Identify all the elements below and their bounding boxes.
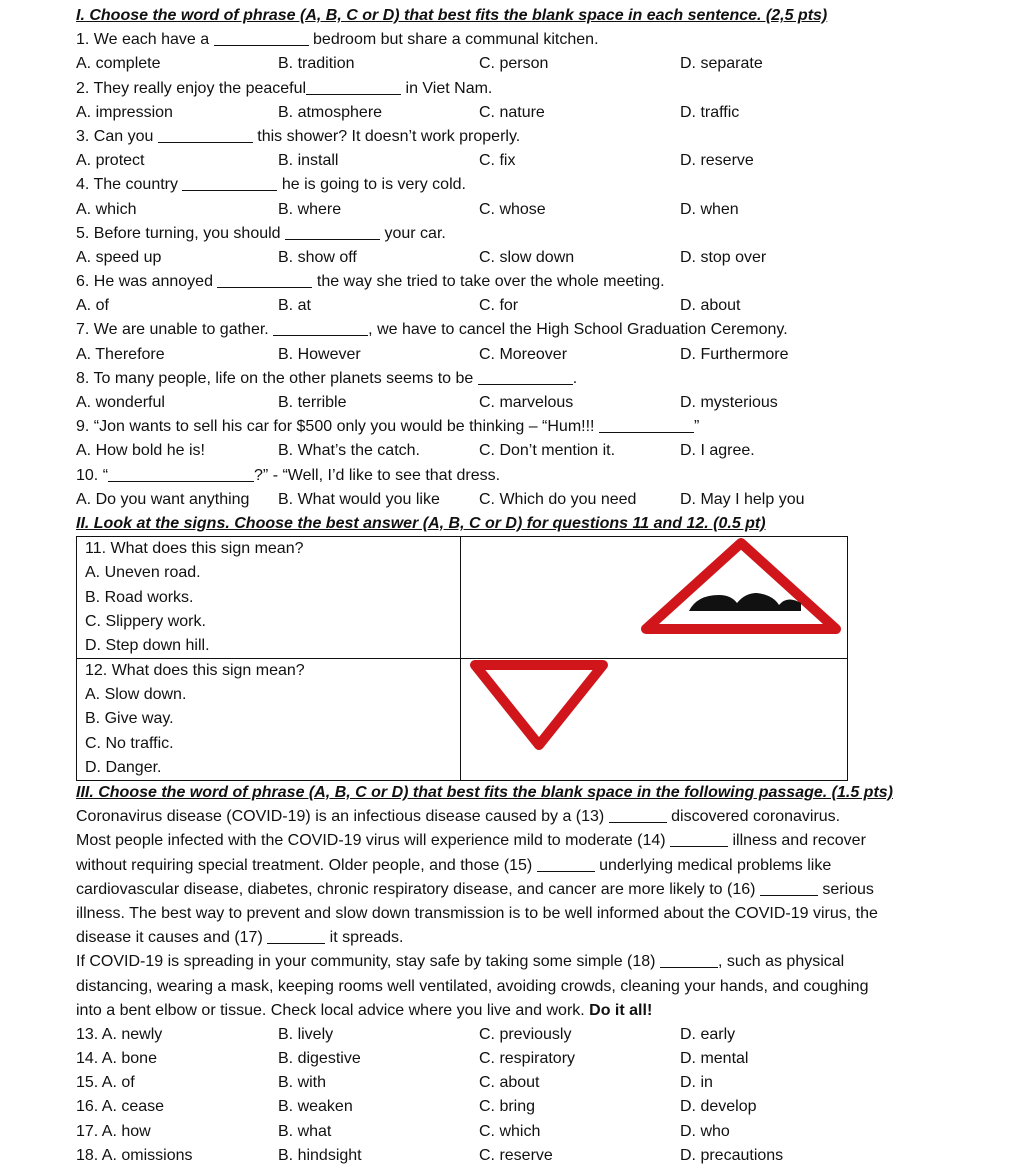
answer-blank bbox=[217, 271, 312, 288]
question-text: 9. “Jon wants to sell his car for $500 only you would be thinking – “Hum!!! bbox=[76, 418, 599, 436]
option-b: B. weaken bbox=[278, 1098, 353, 1116]
option-c: C. reserve bbox=[479, 1146, 553, 1164]
option-b: B. terrible bbox=[278, 394, 347, 411]
passage-line-3 bbox=[76, 854, 956, 878]
question-2 bbox=[76, 77, 956, 101]
answer-row-15 bbox=[76, 1071, 956, 1095]
question-12-cell bbox=[77, 659, 461, 781]
passage-text: , such as physical bbox=[717, 953, 845, 971]
option-d: D. stop over bbox=[680, 248, 767, 266]
question-11-option-a: A. Uneven road. bbox=[85, 564, 201, 582]
question-4-options bbox=[76, 198, 956, 222]
option-b: B. with bbox=[278, 1074, 327, 1092]
blank-13 bbox=[609, 806, 667, 823]
answer-row-18 bbox=[76, 1144, 956, 1168]
question-7 bbox=[76, 318, 956, 342]
option-a: A. of bbox=[76, 297, 109, 315]
option-a: A. speed up bbox=[76, 248, 162, 266]
question-text: he is going to is very cold. bbox=[277, 176, 466, 194]
question-12: 12. What does this sign mean? bbox=[85, 662, 305, 680]
answer-row-17 bbox=[76, 1120, 956, 1144]
option-d: D. mental bbox=[680, 1050, 749, 1068]
question-10-options bbox=[76, 488, 956, 512]
passage-line-6 bbox=[76, 926, 956, 950]
option-c: C. nature bbox=[479, 103, 545, 121]
question-11-cell bbox=[77, 537, 461, 659]
question-text: . bbox=[572, 369, 578, 387]
question-1 bbox=[76, 28, 956, 52]
option-c: C. respiratory bbox=[479, 1050, 576, 1068]
question-5 bbox=[76, 222, 956, 246]
question-text: 4. The country bbox=[76, 176, 183, 194]
question-text: your car. bbox=[380, 224, 446, 242]
option-b: B. What’s the catch. bbox=[278, 442, 420, 460]
passage-text: serious bbox=[817, 880, 874, 898]
answer-blank bbox=[214, 29, 309, 46]
part3-answers bbox=[76, 1023, 956, 1168]
option-b: B. What would you like bbox=[278, 490, 440, 508]
passage-text: discovered coronavirus. bbox=[666, 808, 841, 826]
option-d: D. develop bbox=[680, 1098, 757, 1116]
option-c: C. Don’t mention it. bbox=[479, 442, 616, 460]
question-11: 11. What does this sign mean? bbox=[85, 540, 304, 558]
option-a: A. protect bbox=[76, 152, 145, 170]
blank-17 bbox=[267, 927, 325, 944]
option-b: B. atmosphere bbox=[278, 103, 383, 121]
option-a: A. complete bbox=[76, 55, 161, 73]
passage-text: illness and recover bbox=[728, 832, 866, 850]
question-11-option-b: B. Road works. bbox=[85, 588, 194, 606]
option-b: B. where bbox=[278, 200, 342, 218]
question-text: 5. Before turning, you should bbox=[76, 224, 286, 242]
give-way-sign-icon bbox=[461, 659, 845, 779]
answer-blank bbox=[108, 465, 254, 482]
question-12-option-a: A. Slow down. bbox=[85, 686, 187, 704]
part1-heading: I. Choose the word of phrase (A, B, C or D) that best fits the blank space in each sentence. (2,5 pts) bbox=[76, 7, 828, 24]
option-b: B. hindsight bbox=[278, 1146, 362, 1164]
uneven-road-sign-icon bbox=[461, 537, 845, 657]
answer-blank bbox=[599, 416, 694, 433]
option-c: C. Which do you need bbox=[479, 490, 637, 508]
option-c: C. slow down bbox=[479, 248, 575, 266]
question-6-options bbox=[76, 294, 956, 318]
question-11-option-d: D. Step down hill. bbox=[85, 636, 210, 654]
question-text: this shower? It doesn’t work properly. bbox=[252, 127, 521, 145]
question-3 bbox=[76, 125, 956, 149]
question-10 bbox=[76, 464, 956, 488]
answer-row-16 bbox=[76, 1095, 956, 1119]
question-text: 2. They really enjoy the peaceful bbox=[76, 79, 307, 97]
question-text: 10. “ bbox=[76, 466, 109, 484]
option-d: D. May I help you bbox=[680, 490, 805, 508]
passage-text: into a bent elbow or tissue. Check local advice where you live and work. bbox=[76, 1001, 590, 1019]
question-4 bbox=[76, 173, 956, 197]
passage-emphasis: Do it all! bbox=[589, 1001, 653, 1019]
question-text: 3. Can you bbox=[76, 127, 158, 145]
answer-blank bbox=[285, 223, 380, 240]
passage-line-7 bbox=[76, 950, 956, 974]
question-text: ?” - “Well, I’d like to see that dress. bbox=[254, 466, 501, 484]
question-text: 8. To many people, life on the other planets seems to be bbox=[76, 369, 478, 387]
blank-18 bbox=[660, 951, 718, 968]
question-12-option-d: D. Danger. bbox=[85, 758, 162, 776]
option-d: D. when bbox=[680, 200, 739, 218]
option-d: D. separate bbox=[680, 55, 763, 73]
option-d: D. Furthermore bbox=[680, 345, 789, 363]
option-d: D. traffic bbox=[680, 103, 740, 121]
passage-text: cardiovascular disease, diabetes, chronic respiratory disease, and cancer are more likely to (16) bbox=[76, 880, 760, 898]
question-5-options bbox=[76, 246, 956, 270]
option-a: A. Therefore bbox=[76, 345, 165, 363]
option-b: B. what bbox=[278, 1122, 332, 1140]
passage-line-2 bbox=[76, 829, 956, 853]
question-11-option-c: C. Slippery work. bbox=[85, 612, 206, 630]
part2-heading: II. Look at the signs. Choose the best answer (A, B, C or D) for questions 11 and 12. (0.5 pt) bbox=[76, 514, 766, 532]
option-c: C. fix bbox=[479, 152, 516, 170]
option-b: B. show off bbox=[278, 248, 357, 266]
passage-line-1 bbox=[76, 805, 956, 829]
answer-blank bbox=[158, 126, 253, 143]
option-c: C. Moreover bbox=[479, 345, 568, 363]
answer-blank bbox=[273, 319, 368, 336]
option-a: A. wonderful bbox=[76, 394, 165, 411]
question-text: ” bbox=[693, 418, 700, 436]
option-d: D. mysterious bbox=[680, 394, 778, 411]
question-9 bbox=[76, 415, 956, 439]
option-b: B. However bbox=[278, 345, 361, 363]
passage-text: Most people infected with the COVID-19 virus will experience mild to moderate (14) bbox=[76, 832, 671, 850]
option-c: C. about bbox=[479, 1074, 540, 1092]
option-a: A. Do you want anything bbox=[76, 490, 250, 508]
option-c: C. marvelous bbox=[479, 394, 574, 411]
passage-text: underlying medical problems like bbox=[594, 856, 832, 874]
option-a: A. How bold he is! bbox=[76, 442, 205, 460]
passage-text: without requiring special treatment. Older people, and those (15) bbox=[76, 856, 537, 874]
option-c: C. whose bbox=[479, 200, 546, 218]
option-b: B. install bbox=[278, 152, 339, 170]
answer-blank bbox=[478, 368, 573, 385]
passage-line-4 bbox=[76, 878, 956, 902]
question-text: the way she tried to take over the whole meeting. bbox=[312, 273, 665, 291]
option-d: D. precautions bbox=[680, 1146, 784, 1164]
covid-passage bbox=[76, 805, 956, 1023]
question-12-option-c: C. No traffic. bbox=[85, 734, 174, 752]
passage-line-8: distancing, wearing a mask, keeping rooms well ventilated, avoiding crowds, cleaning your hands, and coughing bbox=[76, 977, 869, 995]
signs-table bbox=[76, 536, 848, 781]
option-b: B. at bbox=[278, 297, 311, 315]
option-d: D. early bbox=[680, 1025, 736, 1043]
part3-heading: III. Choose the word of phrase (A, B, C or D) that best fits the blank space in the following passage. (1.5 pts) bbox=[76, 784, 893, 801]
question-text: 7. We are unable to gather. bbox=[76, 321, 274, 339]
option-a: 16. A. cease bbox=[76, 1098, 165, 1116]
passage-line-5: illness. The best way to prevent and slow down transmission is to be well informed about the COVID-19 virus, the bbox=[76, 904, 878, 922]
option-a: A. which bbox=[76, 200, 137, 218]
question-text: in Viet Nam. bbox=[401, 79, 493, 97]
option-a: A. impression bbox=[76, 103, 173, 121]
question-6 bbox=[76, 270, 956, 294]
answer-blank bbox=[306, 78, 401, 95]
option-b: B. digestive bbox=[278, 1050, 361, 1068]
worksheet bbox=[76, 4, 956, 1168]
blank-15 bbox=[537, 855, 595, 872]
answer-blank bbox=[182, 174, 277, 191]
option-c: C. bring bbox=[479, 1098, 536, 1116]
question-text: 1. We each have a bbox=[76, 31, 214, 49]
option-a: 15. A. of bbox=[76, 1074, 135, 1092]
option-a: 14. A. bone bbox=[76, 1050, 157, 1068]
question-8-options bbox=[76, 391, 956, 415]
question-text: bedroom but share a communal kitchen. bbox=[308, 31, 599, 49]
option-d: D. reserve bbox=[680, 152, 754, 170]
sign-row-11 bbox=[77, 537, 848, 659]
question-12-option-b: B. Give way. bbox=[85, 710, 174, 728]
option-d: D. who bbox=[680, 1122, 730, 1140]
option-b: B. tradition bbox=[278, 55, 355, 73]
passage-line-9 bbox=[76, 999, 956, 1023]
passage-text: Coronavirus disease (COVID-19) is an infectious disease caused by a (13) bbox=[76, 808, 609, 826]
blank-14 bbox=[670, 830, 728, 847]
sign-row-12 bbox=[77, 659, 848, 781]
option-c: C. for bbox=[479, 297, 519, 315]
question-text: , we have to cancel the High School Graduation Ceremony. bbox=[368, 321, 788, 339]
question-2-options bbox=[76, 101, 956, 125]
option-c: C. previously bbox=[479, 1025, 572, 1043]
option-a: 13. A. newly bbox=[76, 1025, 163, 1043]
passage-text: If COVID-19 is spreading in your community, stay safe by taking some simple (18) bbox=[76, 953, 660, 971]
answer-row-13 bbox=[76, 1023, 956, 1047]
answer-row-14 bbox=[76, 1047, 956, 1071]
passage-text: it spreads. bbox=[325, 929, 404, 947]
option-b: B. lively bbox=[278, 1025, 334, 1043]
sign-12-cell bbox=[461, 659, 848, 781]
question-7-options bbox=[76, 343, 956, 367]
part1-questions bbox=[76, 28, 956, 512]
question-text: 6. He was annoyed bbox=[76, 273, 218, 291]
passage-text: disease it causes and (17) bbox=[76, 929, 268, 947]
option-a: 18. A. omissions bbox=[76, 1146, 193, 1164]
question-1-options bbox=[76, 52, 956, 76]
question-8 bbox=[76, 367, 956, 391]
option-a: 17. A. how bbox=[76, 1122, 151, 1140]
option-d: D. about bbox=[680, 297, 741, 315]
question-9-options bbox=[76, 439, 956, 463]
option-d: D. in bbox=[680, 1074, 713, 1092]
blank-16 bbox=[760, 879, 818, 896]
sign-11-cell bbox=[461, 537, 848, 659]
option-c: C. which bbox=[479, 1122, 541, 1140]
option-d: D. I agree. bbox=[680, 442, 755, 460]
option-c: C. person bbox=[479, 55, 549, 73]
question-3-options bbox=[76, 149, 956, 173]
